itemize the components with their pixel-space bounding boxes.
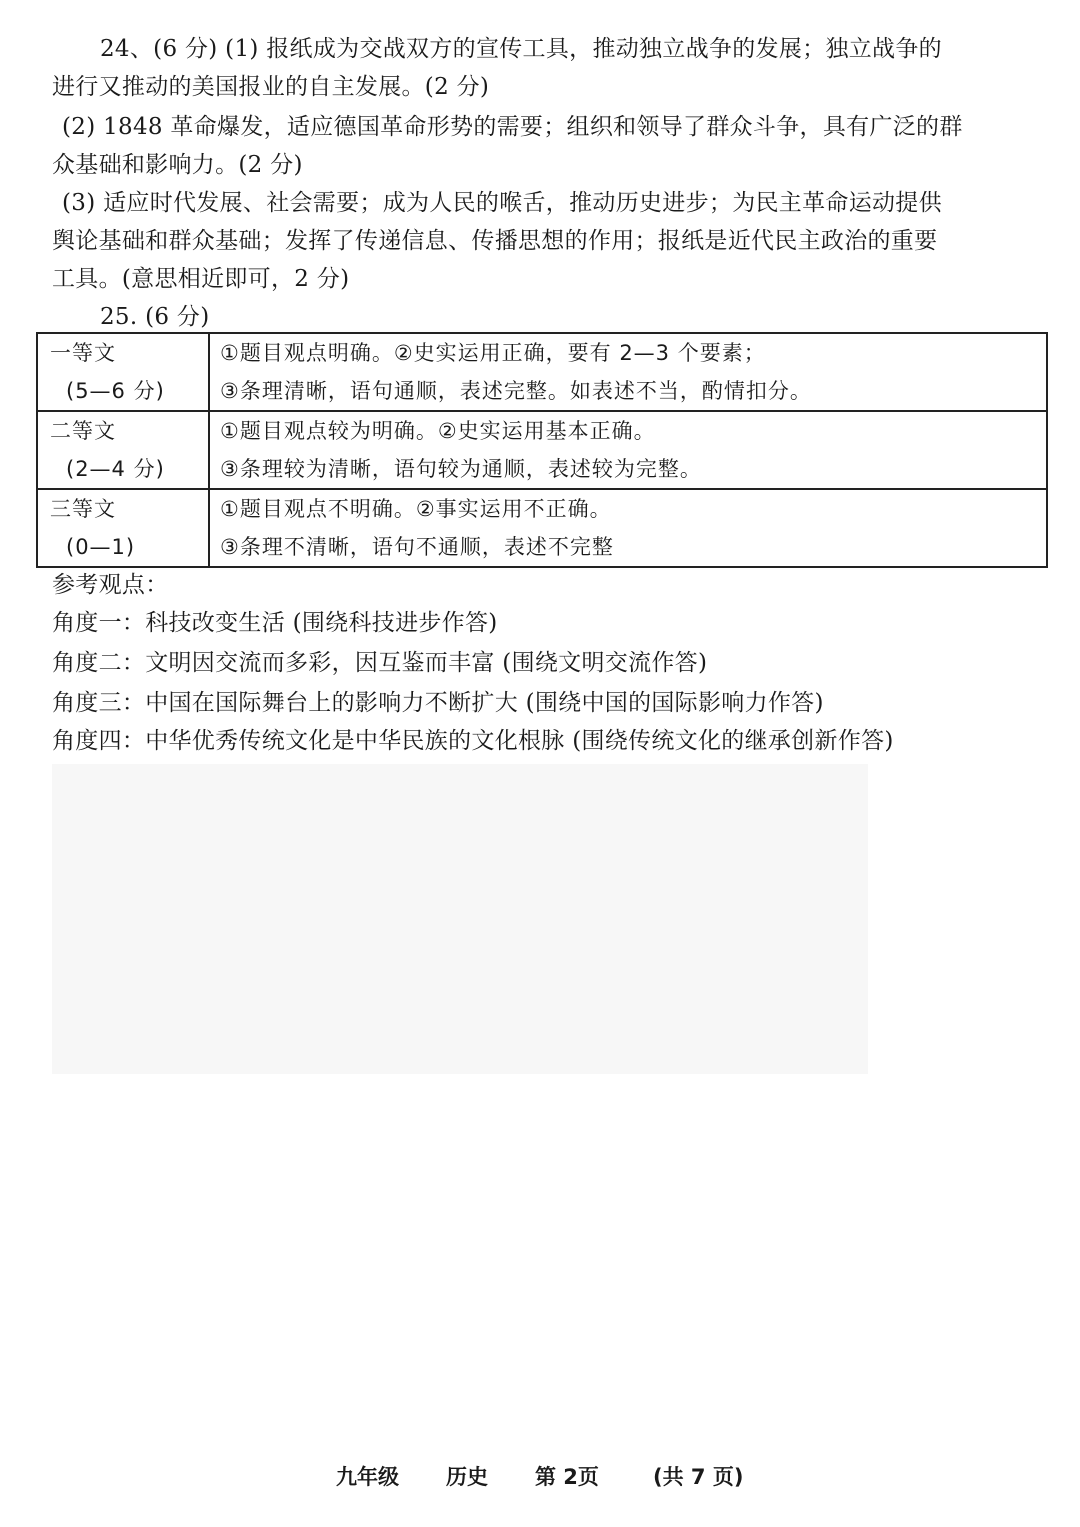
grade-range: (2—4 分) xyxy=(66,457,165,481)
footer-grade: 九年级 xyxy=(336,1465,399,1489)
q24-answer-line: 工具。(意思相近即可，2 分) xyxy=(52,266,350,292)
reference-item: 角度二：文明因交流而多彩，因互鉴而丰富 (围绕文明交流作答) xyxy=(52,650,708,676)
q24-answer-line: (2) 1848 革命爆发，适应德国革命形势的需要；组织和领导了群众斗争，具有广泛的群 xyxy=(62,114,963,140)
grade-label: 二等文 xyxy=(50,419,116,443)
criteria-line: ③条理较为清晰，语句较为通顺，表述较为完整。 xyxy=(220,457,702,481)
reference-item: 角度三：中国在国际舞台上的影响力不断扩大 (围绕中国的国际影响力作答) xyxy=(52,690,824,716)
blank-shaded-area xyxy=(52,764,868,1074)
grade-cell xyxy=(37,489,209,567)
grade-cell xyxy=(37,333,209,411)
q24-answer-line: 进行又推动的美国报业的自主发展。(2 分) xyxy=(52,74,490,100)
footer-total-pages: (共 7 页) xyxy=(653,1465,744,1489)
q24-answer-line: 24、(6 分) (1) 报纸成为交战双方的宣传工具，推动独立战争的发展；独立战争的 xyxy=(100,36,942,62)
grade-range: (0—1) xyxy=(66,535,136,559)
grade-label: 一等文 xyxy=(50,341,116,365)
criteria-cell xyxy=(209,489,1047,567)
criteria-line: ①题目观点不明确。②事实运用不正确。 xyxy=(220,497,612,521)
scoring-rubric-table xyxy=(36,332,1048,568)
q24-answer-line: (3) 适应时代发展、社会需要；成为人民的喉舌，推动历史进步；为民主革命运动提供 xyxy=(62,190,942,216)
q24-answer-line: 众基础和影响力。(2 分) xyxy=(52,152,303,178)
criteria-line: ①题目观点明确。②史实运用正确，要有 2—3 个要素； xyxy=(220,341,766,365)
table-row xyxy=(37,489,1047,567)
grade-cell xyxy=(37,411,209,489)
q25-heading: 25. (6 分) xyxy=(100,304,210,330)
reference-item: 角度四：中华优秀传统文化是中华民族的文化根脉 (围绕传统文化的继承创新作答) xyxy=(52,728,894,754)
table-row xyxy=(37,333,1047,411)
criteria-cell xyxy=(209,333,1047,411)
table-row xyxy=(37,411,1047,489)
criteria-cell xyxy=(209,411,1047,489)
footer-subject: 历史 xyxy=(446,1465,488,1489)
criteria-line: ③条理清晰，语句通顺，表述完整。如表述不当，酌情扣分。 xyxy=(220,379,812,403)
footer-page-number: 第 2页 xyxy=(535,1465,599,1489)
criteria-line: ①题目观点较为明确。②史实运用基本正确。 xyxy=(220,419,656,443)
grade-label: 三等文 xyxy=(50,497,116,521)
q24-answer-line: 舆论基础和群众基础；发挥了传递信息、传播思想的作用；报纸是近代民主政治的重要 xyxy=(52,228,938,254)
criteria-line: ③条理不清晰，语句不通顺，表述不完整 xyxy=(220,535,614,559)
reference-heading: 参考观点： xyxy=(52,572,169,598)
reference-item: 角度一：科技改变生活 (围绕科技进步作答) xyxy=(52,610,498,636)
grade-range: (5—6 分) xyxy=(66,379,165,403)
